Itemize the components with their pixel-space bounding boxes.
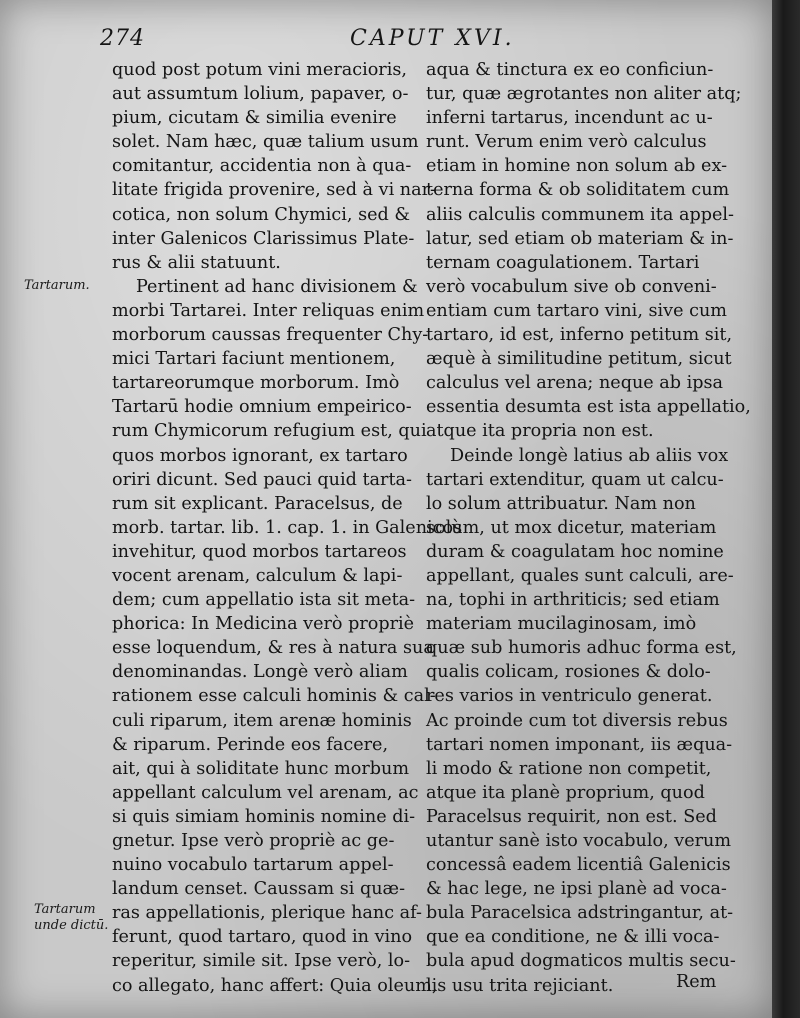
text-line: appellant calculum vel arenam, ac xyxy=(112,782,419,803)
text-line: vocent arenam, calculum & lapi- xyxy=(112,565,403,586)
text-line: pium, cicutam & similia evenire xyxy=(112,108,397,129)
text-line: & hac lege, ne ipsi planè ad voca- xyxy=(426,879,727,900)
text-line: utantur sanè isto vocabulo, verum xyxy=(426,831,732,851)
text-line: & riparum. Perinde eos facere, xyxy=(112,734,389,755)
text-line: Ac proinde cum tot diversis rebus xyxy=(426,710,728,731)
text-line: Tartarū hodie omnium empeirico- xyxy=(112,397,412,418)
text-line: entiam cum tartaro vini, sive cum xyxy=(426,300,727,321)
text-line: quos morbos ignorant, ex tartaro xyxy=(112,445,408,466)
text-line: Paracelsus requirit, non est. Sed xyxy=(426,806,717,827)
text-line: aqua & tinctura ex eo conficiun- xyxy=(426,60,714,80)
text-line: gnetur. Ipse verò propriè ac ge- xyxy=(112,831,395,851)
text-line: tartari nomen imponant, iis æqua- xyxy=(426,734,733,755)
text-line: landum censet. Caussam si quæ- xyxy=(112,879,406,900)
text-line: ternam coagulationem. Tartari xyxy=(426,252,700,273)
text-line: ras appellationis, plerique hanc af- xyxy=(112,903,423,924)
catchword: Rem xyxy=(676,972,717,992)
text-line: morborum caussas frequenter Chy- xyxy=(112,325,429,346)
text-line: bula Paracelsica adstringantur, at- xyxy=(426,903,734,924)
text-line: rum sit explicant. Paracelsus, de xyxy=(112,493,403,514)
text-line: quæ sub humoris adhuc forma est, xyxy=(426,638,737,659)
text-line: etiam in homine non solum ab ex- xyxy=(426,156,728,177)
text-line: esse loquendum, & res à natura sua xyxy=(112,638,434,659)
text-line: latur, sed etiam ob materiam & in- xyxy=(426,228,734,249)
right-text-column xyxy=(426,58,751,998)
page-edge-shadow xyxy=(772,0,800,1018)
text-line: mici Tartari faciunt mentionem, xyxy=(112,349,396,370)
text-line: terna forma & ob soliditatem cum xyxy=(426,180,730,201)
text-line: nuino vocabulo tartarum appel- xyxy=(112,855,394,876)
text-line: Deinde longè latius ab aliis vox xyxy=(450,445,729,466)
text-line: solùm, ut mox dicetur, materiam xyxy=(426,517,717,538)
margin-note-tartarum-2: Tartarum xyxy=(34,902,96,917)
text-line: æquè à similitudine petitum, sicut xyxy=(426,349,732,370)
page-number: 274 xyxy=(100,26,145,51)
text-line: reperitur, simile sit. Ipse verò, lo- xyxy=(112,951,411,972)
text-line: oriri dicunt. Sed pauci quid tarta- xyxy=(112,469,412,490)
text-line: concessâ eadem licentiâ Galenicis xyxy=(426,855,731,876)
text-line: atque ita propria non est. xyxy=(426,421,654,442)
text-line: na, tophi in arthriticis; sed etiam xyxy=(426,590,720,611)
text-line: rum Chymicorum refugium est, qui xyxy=(112,421,427,442)
text-line: cotica, non solum Chymici, sed & xyxy=(112,204,411,225)
text-line: inferni tartarus, incendunt ac u- xyxy=(426,108,713,129)
text-line: quod post potum vini meracioris, xyxy=(112,60,407,80)
text-line: verò vocabulum sive ob conveni- xyxy=(426,276,717,297)
text-line: tur, quæ ægrotantes non aliter atq; xyxy=(426,84,742,105)
text-line: essentia desumta est ista appellatio, xyxy=(426,397,751,418)
text-line: inter Galenicos Clarissimus Plate- xyxy=(112,228,415,249)
text-line: tartareorumque morborum. Imò xyxy=(112,373,400,394)
text-line: Pertinent ad hanc divisionem & xyxy=(136,276,418,297)
text-line: culi riparum, item arenæ hominis xyxy=(112,710,412,731)
text-line: aliis calculis communem ita appel- xyxy=(426,204,734,225)
text-line: phorica: In Medicina verò propriè xyxy=(112,614,415,635)
text-line: calculus vel arena; neque ab ipsa xyxy=(426,373,724,394)
text-line: duram & coagulatam hoc nomine xyxy=(426,541,724,562)
text-line: appellant, quales sunt calculi, are- xyxy=(426,565,734,586)
text-line: dem; cum appellatio ista sit meta- xyxy=(112,590,416,611)
text-line: denominandas. Longè verò aliam xyxy=(112,662,408,683)
text-line: rationem esse calculi hominis & cal- xyxy=(112,686,436,707)
margin-note-unde-dictu: unde dictū. xyxy=(34,918,109,933)
text-line: co allegato, hanc affert: Quia oleum, xyxy=(112,975,438,996)
text-line: materiam mucilaginosam, imò xyxy=(426,614,697,635)
page-header xyxy=(100,26,740,56)
text-line: bula apud dogmaticos multis secu- xyxy=(426,951,736,972)
text-line: tartaro, id est, inferno petitum sit, xyxy=(426,325,733,346)
text-line: comitantur, accidentia non à qua- xyxy=(112,156,412,177)
text-line: si quis simiam hominis nomine di- xyxy=(112,806,416,827)
text-line: rus & alii statuunt. xyxy=(112,252,281,273)
running-head: CAPUT XVI. xyxy=(350,26,515,51)
text-line: invehitur, quod morbos tartareos xyxy=(112,541,407,562)
text-line: que ea conditione, ne & illi voca- xyxy=(426,927,720,948)
text-line: li modo & ratione non competit, xyxy=(426,758,712,779)
text-line: aut assumtum lolium, papaver, o- xyxy=(112,84,409,105)
text-line: lis usu trita rejiciant. xyxy=(426,975,614,996)
text-line: solet. Nam hæc, quæ talium usum xyxy=(112,132,419,153)
margin-note-tartarum: Tartarum. xyxy=(24,278,90,293)
text-line: morbi Tartarei. Inter reliquas enim xyxy=(112,300,425,321)
text-line: tartari extenditur, quam ut calcu- xyxy=(426,469,724,490)
text-line: qualis colicam, rosiones & dolo- xyxy=(426,662,711,683)
text-line: litate frigida provenire, sed à vi nar- xyxy=(112,180,436,201)
text-line: ferunt, quod tartaro, quod in vino xyxy=(112,927,413,948)
text-line: ait, qui à soliditate hunc morbum xyxy=(112,758,410,779)
text-line: res varios in ventriculo generat. xyxy=(426,686,713,707)
text-line: morb. tartar. lib. 1. cap. 1. in Galenicos xyxy=(112,517,463,538)
left-text-column xyxy=(112,58,463,998)
text-line: lo solum attribuatur. Nam non xyxy=(426,493,696,514)
text-line: runt. Verum enim verò calculus xyxy=(426,132,707,153)
text-line: atque ita planè proprium, quod xyxy=(426,782,705,803)
